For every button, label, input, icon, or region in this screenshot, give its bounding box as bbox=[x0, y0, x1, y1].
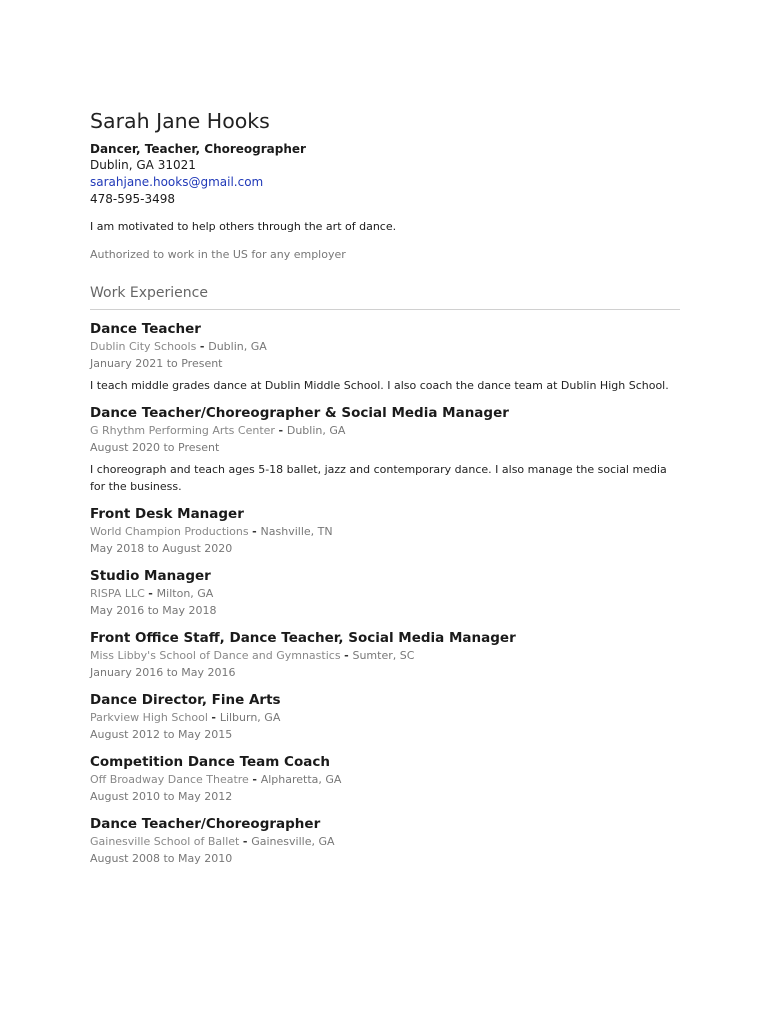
job-entry-6 bbox=[90, 691, 680, 743]
company-location-separator: - bbox=[199, 340, 209, 353]
job-dates: August 2020 to Present bbox=[90, 441, 220, 454]
job-location: Alpharetta, GA bbox=[260, 773, 342, 786]
job-company: Dublin City Schools bbox=[90, 340, 197, 353]
job-title: Competition Dance Team Coach bbox=[90, 754, 330, 770]
company-location-separator: - bbox=[211, 711, 220, 724]
job-company: G Rhythm Performing Arts Center bbox=[90, 424, 275, 437]
candidate-phone: 478-595-3498 bbox=[90, 192, 176, 206]
job-title: Dance Teacher/Choreographer & Social Media Manager bbox=[90, 405, 509, 421]
job-location: Sumter, SC bbox=[352, 649, 415, 662]
job-company: Gainesville School of Ballet bbox=[90, 835, 240, 848]
company-location-separator: - bbox=[242, 835, 252, 848]
company-location-separator: - bbox=[252, 773, 261, 786]
job-location: Nashville, TN bbox=[260, 525, 333, 538]
job-entry-1 bbox=[90, 320, 680, 394]
job-dates: May 2016 to May 2018 bbox=[90, 604, 217, 617]
resume-content bbox=[90, 108, 680, 867]
job-company: Parkview High School bbox=[90, 711, 208, 724]
job-company-line bbox=[90, 338, 680, 355]
job-title: Studio Manager bbox=[90, 568, 211, 584]
job-location: Dublin, GA bbox=[208, 340, 267, 353]
job-dates: January 2016 to May 2016 bbox=[90, 666, 236, 679]
company-location-separator: - bbox=[252, 525, 261, 538]
job-company-line bbox=[90, 523, 680, 540]
job-description: I teach middle grades dance at Dublin Middle School. I also coach the dance team at Dublin High School. bbox=[90, 379, 669, 392]
job-company-line bbox=[90, 771, 680, 788]
job-entry-5 bbox=[90, 629, 680, 681]
job-description: I choreograph and teach ages 5-18 ballet, jazz and contemporary dance. I also manage the social media for the business. bbox=[90, 463, 667, 493]
job-location: Gainesville, GA bbox=[251, 835, 335, 848]
job-entry-4 bbox=[90, 567, 680, 619]
work-experience-list bbox=[90, 320, 680, 867]
job-dates: January 2021 to Present bbox=[90, 357, 223, 370]
job-title: Dance Director, Fine Arts bbox=[90, 692, 281, 708]
candidate-headline: Dancer, Teacher, Choreographer bbox=[90, 142, 306, 156]
job-dates: August 2012 to May 2015 bbox=[90, 728, 233, 741]
job-company: Off Broadway Dance Theatre bbox=[90, 773, 249, 786]
job-company: World Champion Productions bbox=[90, 525, 249, 538]
job-entry-3 bbox=[90, 505, 680, 557]
job-entry-2 bbox=[90, 404, 680, 495]
job-title: Front Desk Manager bbox=[90, 506, 244, 522]
job-title: Front Office Staff, Dance Teacher, Social Media Manager bbox=[90, 630, 516, 646]
job-dates: August 2008 to May 2010 bbox=[90, 852, 233, 865]
company-location-separator: - bbox=[148, 587, 157, 600]
job-company-line bbox=[90, 833, 680, 850]
job-location: Dublin, GA bbox=[286, 424, 346, 437]
job-company-line bbox=[90, 422, 680, 439]
job-company: Miss Libby's School of Dance and Gymnastics bbox=[90, 649, 341, 662]
job-company-line bbox=[90, 647, 680, 664]
work-experience-heading: Work Experience bbox=[90, 285, 208, 301]
job-title: Dance Teacher bbox=[90, 321, 201, 337]
job-dates: August 2010 to May 2012 bbox=[90, 790, 233, 803]
candidate-summary: I am motivated to help others through the art of dance. bbox=[90, 220, 397, 233]
company-location-separator: - bbox=[344, 649, 353, 662]
work-authorization: Authorized to work in the US for any employer bbox=[90, 248, 346, 261]
job-company-line bbox=[90, 709, 680, 726]
job-location: Lilburn, GA bbox=[219, 711, 281, 724]
job-company-line bbox=[90, 585, 680, 602]
candidate-email-link[interactable]: sarahjane.hooks@gmail.com bbox=[90, 175, 264, 189]
job-entry-7 bbox=[90, 753, 680, 805]
candidate-location: Dublin, GA 31021 bbox=[90, 158, 196, 172]
job-title: Dance Teacher/Choreographer bbox=[90, 816, 321, 832]
job-dates: May 2018 to August 2020 bbox=[90, 542, 233, 555]
section-divider bbox=[90, 309, 680, 310]
candidate-name: Sarah Jane Hooks bbox=[90, 109, 270, 133]
company-location-separator: - bbox=[278, 424, 287, 437]
job-entry-8 bbox=[90, 815, 680, 867]
job-company: RISPA LLC bbox=[90, 587, 145, 600]
job-location: Milton, GA bbox=[156, 587, 214, 600]
